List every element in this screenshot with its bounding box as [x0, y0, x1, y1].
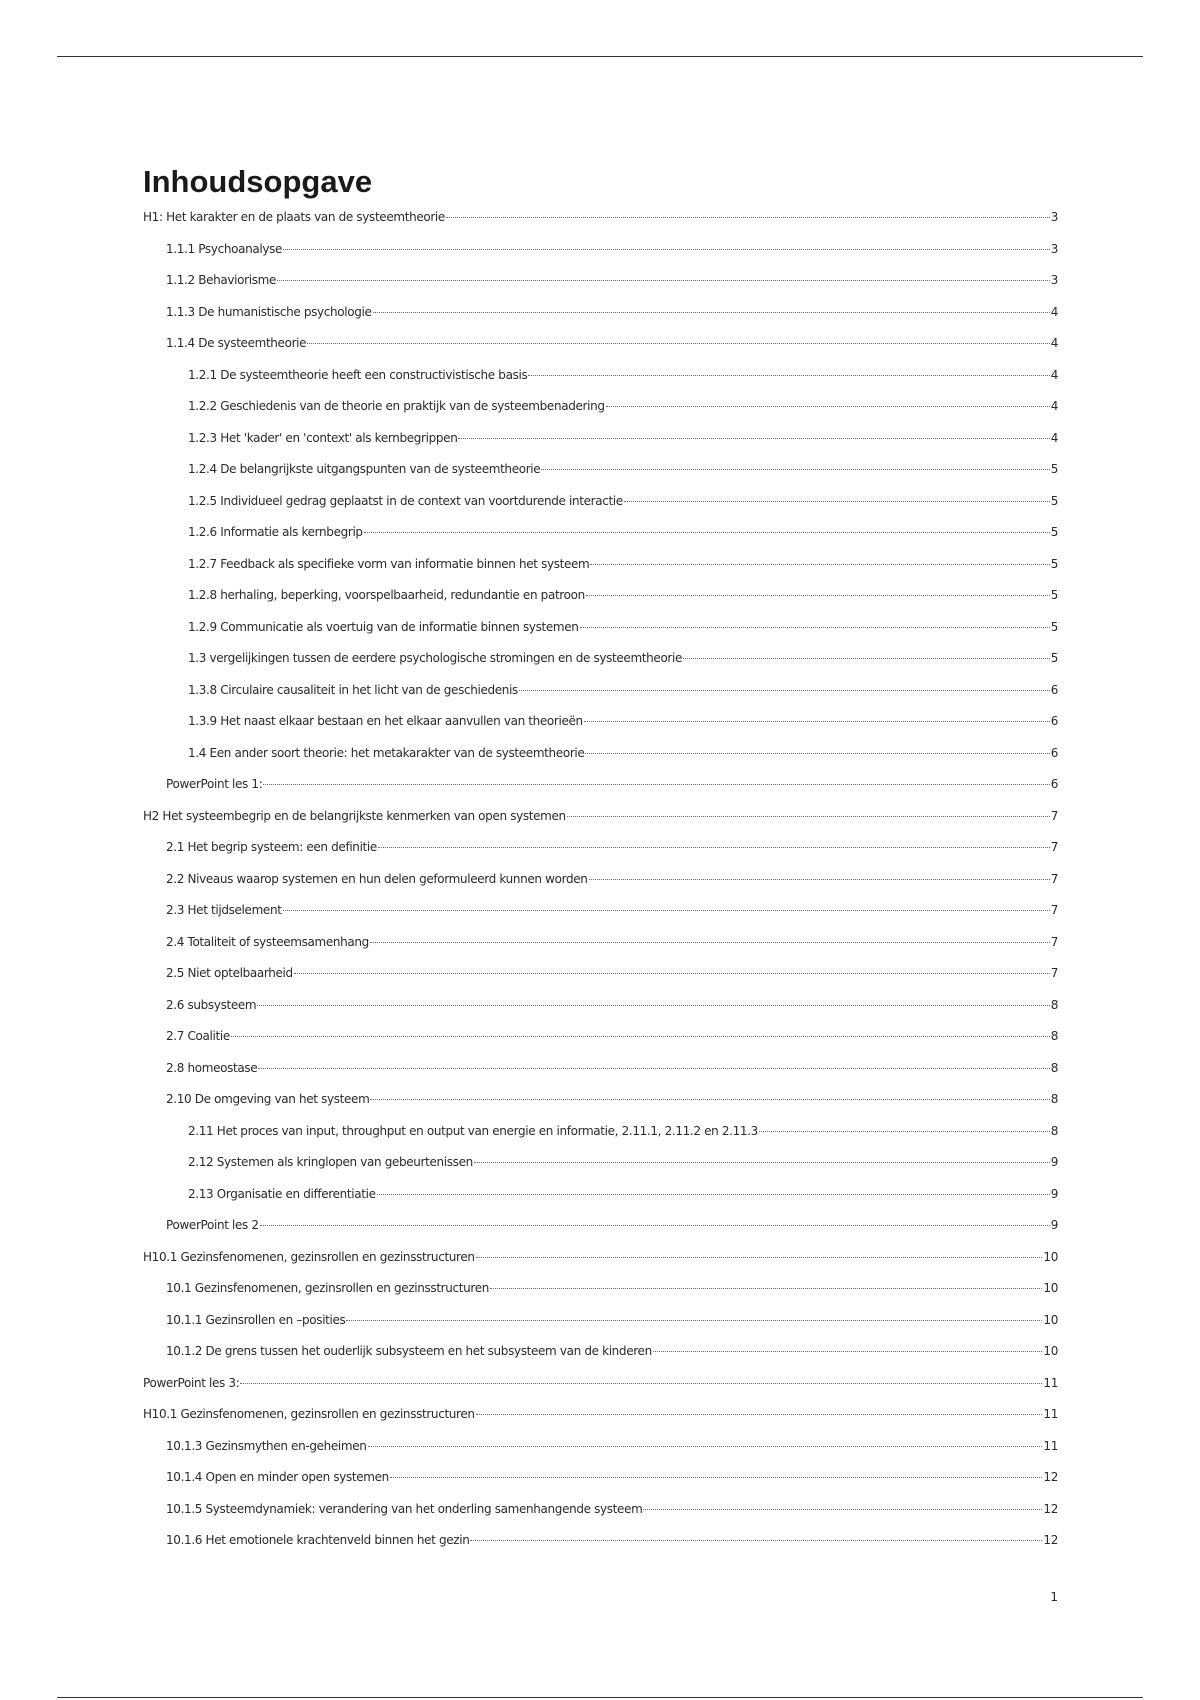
- toc-entry[interactable]: [143, 1281, 1058, 1313]
- toc-entry[interactable]: [143, 998, 1058, 1030]
- toc-entry-title: 1.1.4 De systeemtheorie: [166, 336, 307, 350]
- toc-entry-title: 2.6 subsysteem: [166, 997, 257, 1012]
- toc-entry-title: 2.5 Niet optelbaarheid: [166, 966, 293, 980]
- toc-entry-page: 8: [1050, 1092, 1058, 1106]
- toc-dot-leader: [260, 1225, 1050, 1226]
- toc-dot-leader: [490, 1288, 1042, 1289]
- toc-entry-title: 1.1.3 De humanistische psychologie: [166, 304, 372, 319]
- header-rule: [57, 56, 1143, 57]
- toc-entry-title: 1.2.1 De systeemtheorie heeft een constructivistische basis: [188, 367, 528, 382]
- toc-entry-page: 10: [1043, 1281, 1058, 1295]
- toc-entry[interactable]: [143, 1092, 1058, 1124]
- toc-dot-leader: [258, 1068, 1049, 1069]
- toc-entry[interactable]: [143, 903, 1058, 935]
- toc-entry[interactable]: [143, 966, 1058, 998]
- toc-entry[interactable]: [143, 1533, 1058, 1565]
- toc-entry[interactable]: [143, 1029, 1058, 1061]
- toc-entry-title: 1.2.7 Feedback als specifieke vorm van informatie binnen het systeem: [188, 556, 590, 571]
- toc-entry[interactable]: [143, 746, 1058, 778]
- toc-entry-title: 2.8 homeostase: [166, 1060, 258, 1075]
- toc-entry-title: H10.1 Gezinsfenomenen, gezinsrollen en gezinsstructuren: [143, 1407, 475, 1421]
- toc-entry[interactable]: [143, 1376, 1058, 1408]
- toc-entry[interactable]: [143, 1187, 1058, 1219]
- toc-entry-title: 1.2.9 Communicatie als voertuig van de informatie binnen systemen: [188, 619, 579, 634]
- toc-dot-leader: [586, 595, 1050, 596]
- document-page: [143, 160, 1058, 1565]
- toc-entry-title: 1.2.4 De belangrijkste uitgangspunten van de systeemtheorie: [188, 462, 541, 476]
- toc-entry-page: 5: [1050, 556, 1058, 571]
- toc-dot-leader: [653, 1351, 1043, 1352]
- toc-dot-leader: [263, 784, 1049, 785]
- toc-dot-leader: [346, 1320, 1042, 1321]
- toc-entry-page: 3: [1050, 210, 1058, 224]
- toc-entry-title: 10.1 Gezinsfenomenen, gezinsrollen en gezinsstructuren: [166, 1281, 489, 1295]
- toc-entry-page: 5: [1050, 493, 1058, 508]
- toc-entry[interactable]: [143, 651, 1058, 683]
- toc-entry-page: 9: [1050, 1155, 1058, 1169]
- toc-entry-title: H2 Het systeembegrip en de belangrijkste kenmerken van open systemen: [143, 808, 566, 823]
- toc-entry-title: 10.1.1 Gezinsrollen en –posities: [166, 1312, 346, 1327]
- toc-dot-leader: [643, 1509, 1042, 1510]
- toc-entry[interactable]: [143, 1470, 1058, 1502]
- toc-entry[interactable]: [143, 399, 1058, 431]
- toc-entry-title: 1.1.2 Behaviorisme: [166, 273, 276, 287]
- toc-entry-title: 1.3 vergelijkingen tussen de eerdere psychologische stromingen en de systeemtheorie: [188, 651, 683, 665]
- toc-entry-page: 6: [1050, 777, 1058, 791]
- toc-entry-page: 4: [1050, 430, 1058, 445]
- footer-rule: [57, 1697, 1143, 1698]
- toc-entry-title: PowerPoint les 2: [166, 1218, 259, 1232]
- toc-entry-page: 11: [1043, 1407, 1058, 1421]
- toc-entry-title: 10.1.3 Gezinsmythen en-geheimen: [166, 1438, 367, 1453]
- toc-entry[interactable]: [143, 809, 1058, 841]
- toc-entry-title: 10.1.2 De grens tussen het ouderlijk subsysteem en het subsysteem van de kinderen: [166, 1344, 652, 1358]
- toc-entry-page: 11: [1043, 1375, 1058, 1390]
- toc-dot-leader: [590, 564, 1049, 565]
- toc-entry-title: 1.2.3 Het 'kader' en 'context' als kernbegrippen: [188, 430, 458, 445]
- toc-entry-page: 8: [1050, 997, 1058, 1012]
- toc-entry[interactable]: [143, 242, 1058, 274]
- toc-dot-leader: [390, 1477, 1043, 1478]
- toc-entry-page: 4: [1050, 304, 1058, 319]
- toc-dot-leader: [580, 627, 1050, 628]
- toc-entry-page: 5: [1050, 462, 1058, 476]
- toc-dot-leader: [624, 501, 1050, 502]
- toc-entry-page: 5: [1050, 651, 1058, 665]
- toc-entry-page: 5: [1050, 619, 1058, 634]
- page-number: 1: [1050, 1590, 1058, 1604]
- toc-entry-page: 7: [1050, 871, 1058, 886]
- toc-dot-leader: [476, 1414, 1043, 1415]
- toc-entry-title: 1.1.1 Psychoanalyse: [166, 241, 283, 256]
- toc-entry-page: 7: [1050, 934, 1058, 949]
- toc-entry[interactable]: [143, 336, 1058, 368]
- toc-entry-page: 8: [1050, 1060, 1058, 1075]
- toc-entry-page: 7: [1050, 808, 1058, 823]
- toc-entry[interactable]: [143, 1124, 1058, 1156]
- toc-entry-title: 1.2.2 Geschiedenis van de theorie en praktijk van de systeembenadering: [188, 399, 605, 413]
- toc-entry[interactable]: [143, 1344, 1058, 1376]
- toc-entry[interactable]: [143, 525, 1058, 557]
- toc-entry-title: 10.1.6 Het emotionele krachtenveld binnen het gezin: [166, 1533, 470, 1547]
- toc-entry-page: 9: [1050, 1218, 1058, 1232]
- toc-entry-page: 3: [1050, 273, 1058, 287]
- toc-entry-page: 5: [1050, 525, 1058, 539]
- toc-dot-leader: [541, 469, 1049, 470]
- toc-dot-leader: [458, 438, 1049, 439]
- toc-dot-leader: [378, 847, 1050, 848]
- toc-entry[interactable]: [143, 1061, 1058, 1093]
- toc-entry-page: 4: [1050, 336, 1058, 350]
- toc-entry-title: 1.2.8 herhaling, beperking, voorspelbaarheid, redundantie en patroon: [188, 588, 585, 602]
- toc-entry-title: 2.2 Niveaus waarop systemen en hun delen geformuleerd kunnen worden: [166, 871, 588, 886]
- toc-entry-page: 7: [1050, 903, 1058, 917]
- toc-entry[interactable]: [143, 431, 1058, 463]
- toc-entry-title: 2.7 Coalitie: [166, 1029, 230, 1043]
- toc-entry-title: 2.10 De omgeving van het systeem: [166, 1092, 370, 1106]
- toc-entry-title: 2.13 Organisatie en differentiatie: [188, 1186, 376, 1201]
- toc-dot-leader: [584, 721, 1050, 722]
- toc-dot-leader: [294, 973, 1050, 974]
- toc-entry[interactable]: [143, 872, 1058, 904]
- toc-entry-title: 2.11 Het proces van input, throughput en output van energie en informatie, 2.11.1, 2.11.2 en 2.11.3: [188, 1123, 758, 1138]
- toc-entry[interactable]: [143, 273, 1058, 305]
- toc-dot-leader: [446, 217, 1050, 218]
- toc-entry[interactable]: [143, 368, 1058, 400]
- toc-entry-title: 2.4 Totaliteit of systeemsamenhang: [166, 934, 369, 949]
- toc-entry[interactable]: [143, 620, 1058, 652]
- toc-dot-leader: [370, 942, 1050, 943]
- toc-entry-title: H1: Het karakter en de plaats van de systeemtheorie: [143, 210, 445, 224]
- toc-dot-leader: [585, 753, 1049, 754]
- toc-entry-page: 11: [1043, 1438, 1058, 1453]
- toc-entry[interactable]: [143, 462, 1058, 494]
- toc-dot-leader: [606, 406, 1050, 407]
- toc-entry[interactable]: [143, 1502, 1058, 1534]
- toc-entry-title: 1.3.9 Het naast elkaar bestaan en het elkaar aanvullen van theorieën: [188, 714, 583, 728]
- toc-entry-page: 6: [1050, 714, 1058, 728]
- toc-dot-leader: [368, 1446, 1043, 1447]
- toc-entry-title: 2.3 Het tijdselement: [166, 903, 282, 917]
- toc-dot-leader: [759, 1131, 1050, 1132]
- toc-entry[interactable]: [143, 1407, 1058, 1439]
- toc-dot-leader: [476, 1257, 1043, 1258]
- toc-entry-title: 1.3.8 Circulaire causaliteit in het licht van de geschiedenis: [188, 682, 518, 697]
- toc-entry-page: 6: [1050, 745, 1058, 760]
- toc-entry[interactable]: [143, 935, 1058, 967]
- toc-entry[interactable]: [143, 1313, 1058, 1345]
- toc-entry-title: H10.1 Gezinsfenomenen, gezinsrollen en gezinsstructuren: [143, 1249, 475, 1264]
- toc-dot-leader: [240, 1383, 1042, 1384]
- toc-entry-page: 4: [1050, 399, 1058, 413]
- toc-entry-title: 2.12 Systemen als kringlopen van gebeurtenissen: [188, 1155, 473, 1169]
- toc-dot-leader: [377, 1194, 1050, 1195]
- toc-entry-title: PowerPoint les 3:: [143, 1375, 240, 1390]
- toc-dot-leader: [257, 1005, 1049, 1006]
- toc-entry-page: 8: [1050, 1123, 1058, 1138]
- toc-entry-title: 1.2.6 Informatie als kernbegrip: [188, 525, 363, 539]
- toc-entry[interactable]: [143, 840, 1058, 872]
- toc-entry-page: 6: [1050, 682, 1058, 697]
- toc-entry-title: 10.1.4 Open en minder open systemen: [166, 1470, 389, 1484]
- toc-entry-page: 4: [1050, 367, 1058, 382]
- table-of-contents: [143, 210, 1058, 1565]
- toc-entry-page: 3: [1050, 241, 1058, 256]
- toc-dot-leader: [364, 532, 1050, 533]
- toc-entry-page: 10: [1043, 1249, 1058, 1264]
- toc-entry[interactable]: [143, 1439, 1058, 1471]
- toc-dot-leader: [373, 312, 1050, 313]
- toc-dot-leader: [589, 879, 1050, 880]
- toc-entry[interactable]: [143, 1250, 1058, 1282]
- toc-dot-leader: [683, 658, 1050, 659]
- toc-title: Inhoudsopgave: [143, 164, 373, 199]
- toc-entry[interactable]: [143, 714, 1058, 746]
- toc-dot-leader: [519, 690, 1050, 691]
- toc-entry-page: 12: [1043, 1501, 1058, 1516]
- toc-entry[interactable]: [143, 1155, 1058, 1187]
- toc-entry-title: 1.4 Een ander soort theorie: het metakarakter van de systeemtheorie: [188, 745, 585, 760]
- toc-entry[interactable]: [143, 1218, 1058, 1250]
- toc-dot-leader: [307, 343, 1050, 344]
- toc-dot-leader: [528, 375, 1049, 376]
- toc-entry[interactable]: [143, 557, 1058, 589]
- toc-entry[interactable]: [143, 683, 1058, 715]
- toc-entry-page: 12: [1043, 1470, 1058, 1484]
- toc-dot-leader: [567, 816, 1050, 817]
- toc-entry-page: 7: [1050, 966, 1058, 980]
- toc-entry-page: 10: [1043, 1312, 1058, 1327]
- toc-entry[interactable]: [143, 588, 1058, 620]
- toc-entry[interactable]: [143, 305, 1058, 337]
- toc-entry-title: 10.1.5 Systeemdynamiek: verandering van het onderling samenhangende systeem: [166, 1501, 643, 1516]
- toc-entry-page: 10: [1043, 1344, 1058, 1358]
- toc-dot-leader: [283, 910, 1050, 911]
- toc-dot-leader: [470, 1540, 1042, 1541]
- toc-entry-title: 1.2.5 Individueel gedrag geplaatst in de context van voortdurende interactie: [188, 493, 623, 508]
- toc-dot-leader: [370, 1099, 1049, 1100]
- toc-entry-page: 9: [1050, 1186, 1058, 1201]
- toc-dot-leader: [277, 280, 1050, 281]
- toc-dot-leader: [231, 1036, 1050, 1037]
- toc-entry-page: 7: [1050, 840, 1058, 854]
- toc-entry-page: 5: [1050, 588, 1058, 602]
- toc-entry[interactable]: [143, 777, 1058, 809]
- toc-entry-page: 12: [1043, 1533, 1058, 1547]
- toc-entry[interactable]: [143, 494, 1058, 526]
- toc-dot-leader: [474, 1162, 1050, 1163]
- toc-dot-leader: [283, 249, 1050, 250]
- toc-entry-title: 2.1 Het begrip systeem: een definitie: [166, 840, 377, 854]
- toc-entry-page: 8: [1050, 1029, 1058, 1043]
- toc-entry-title: PowerPoint les 1:: [166, 777, 263, 791]
- toc-entry[interactable]: [143, 210, 1058, 242]
